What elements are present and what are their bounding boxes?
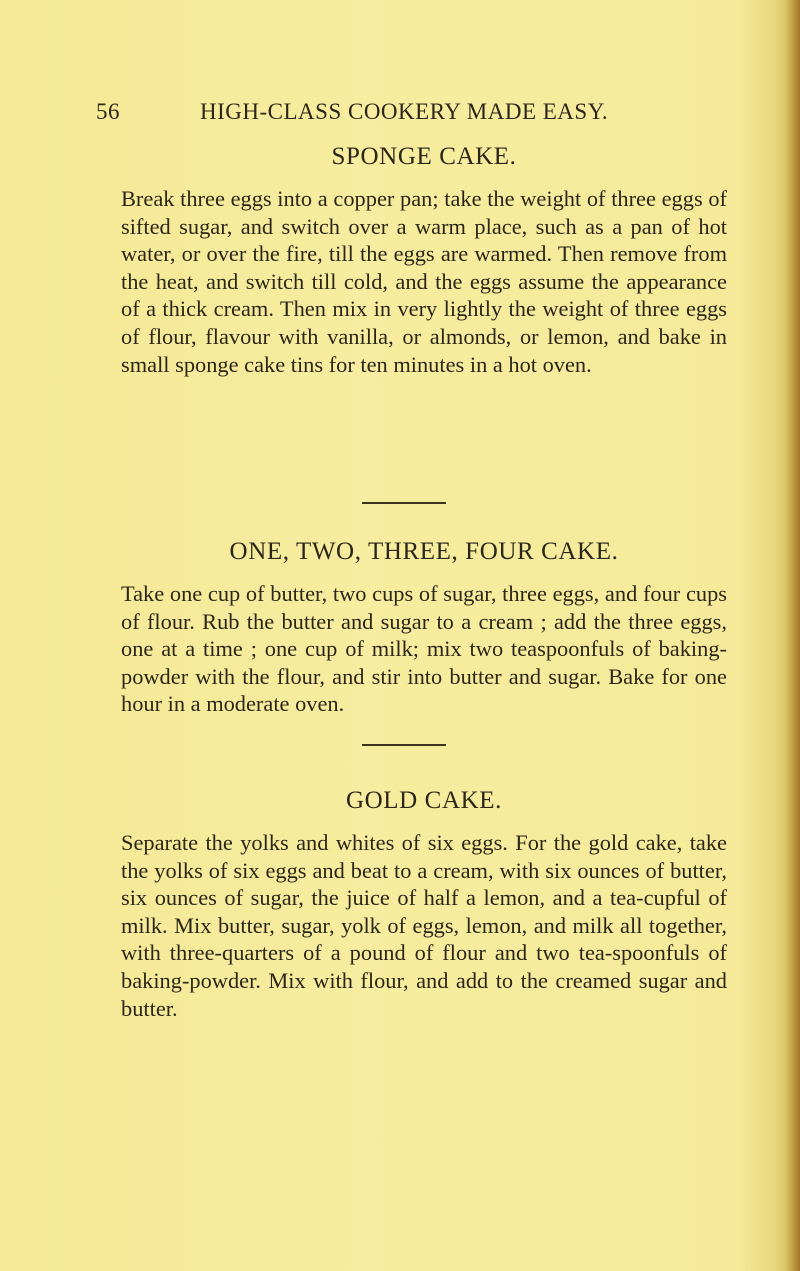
recipe-one-two-three-four-cake (121, 538, 727, 718)
section-divider (362, 502, 446, 504)
section-divider (362, 744, 446, 746)
recipe-gold-cake (121, 787, 727, 1022)
recipe-title: GOLD CAKE. (346, 787, 502, 814)
running-head (96, 99, 616, 125)
recipe-title: SPONGE CAKE. (331, 143, 517, 170)
recipe-text: Break three eggs into a copper pan; take the weight of three eggs of sifted sugar, and switch over a warm place, such as a pan of hot water, or over the fire, till the eggs are warmed. Then remove from the heat, and switch till cold, and the eggs assume the appearance of a thick cream. Then mix in very lightly the weight of three eggs of flour, flavour with vanilla, or almonds, or lemon, and bake in small sponge cake tins for ten minutes in a hot oven. (121, 186, 727, 377)
recipe-title: ONE, TWO, THREE, FOUR CAKE. (229, 538, 619, 565)
recipe-text: Separate the yolks and whites of six eggs. For the gold cake, take the yolks of six eggs and beat to a cream, with six ounces of butter, six ounces of sugar, the juice of half a lemon, and a tea-cupful of milk. Mix butter, sugar, yolk of eggs, lemon, and milk all together, with three-quarters of a pound of flour and two tea-spoonfuls of baking-powder. Mix with flour, and add to the creamed sugar and butter. (121, 830, 727, 1021)
running-title: HIGH-CLASS COOKERY MADE EASY. (200, 99, 609, 124)
recipe-sponge-cake (121, 143, 727, 378)
page-number: 56 (96, 99, 120, 124)
recipe-text: Take one cup of butter, two cups of sugar, three eggs, and four cups of flour. Rub the butter and sugar to a cream ; add the three eggs, one at a time ; one cup of milk; mix two teaspoonfuls of baking-powder with the flour, and stir into butter and sugar. Bake for one hour in a moderate oven. (121, 581, 727, 717)
page-edge-shadow (786, 0, 800, 1271)
